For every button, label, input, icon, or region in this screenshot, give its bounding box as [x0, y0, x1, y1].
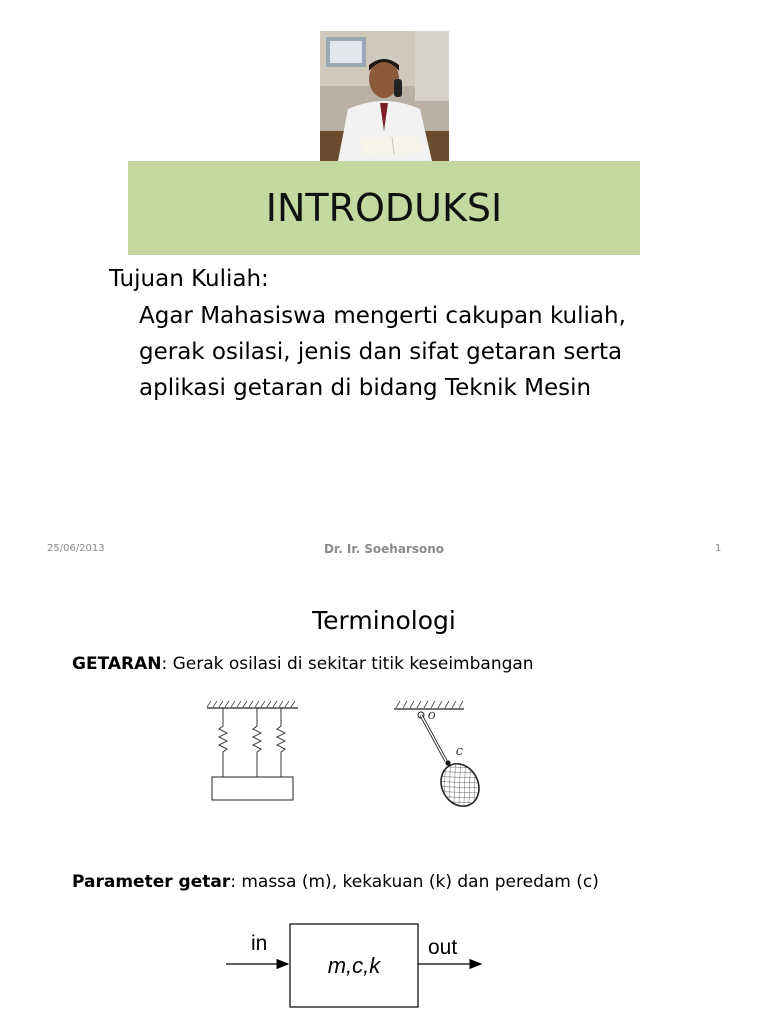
parameter-text: : massa (m), kekakuan (k) dan peredam (c)	[230, 872, 599, 892]
footer-author: Dr. Ir. Soeharsono	[323, 542, 445, 556]
racket-pendulum-figure	[390, 695, 490, 820]
portrait-photo	[320, 31, 449, 161]
output-label: out	[428, 936, 458, 959]
objective-line: gerak osilasi, jenis dan sifat getaran serta	[139, 339, 623, 365]
block-diagram	[220, 918, 490, 1018]
system-label: m,c,k	[327, 953, 381, 978]
slide-title: INTRODUKSI	[265, 186, 503, 230]
center-label: C	[456, 748, 463, 758]
spring-mass-figure	[205, 700, 300, 810]
parameter-line	[72, 872, 599, 892]
parameter-term: Parameter getar	[72, 872, 231, 892]
objective-text	[139, 298, 699, 406]
input-label: in	[251, 932, 268, 955]
footer-date: 25/06/2013	[47, 543, 105, 554]
objective-line: aplikasi getaran di bidang Teknik Mesin	[139, 375, 592, 401]
definition-line	[72, 654, 534, 674]
terminology-title: Terminologi	[312, 606, 456, 635]
definition-text: : Gerak osilasi di sekitar titik keseimbangan	[161, 654, 534, 674]
footer-page-number: 1	[715, 543, 722, 554]
objective-heading: Tujuan Kuliah:	[109, 266, 269, 292]
pivot-label: O	[428, 712, 436, 722]
title-banner	[128, 161, 640, 255]
objective-line: Agar Mahasiswa mengerti cakupan kuliah,	[139, 303, 626, 329]
definition-term: GETARAN	[72, 654, 162, 674]
